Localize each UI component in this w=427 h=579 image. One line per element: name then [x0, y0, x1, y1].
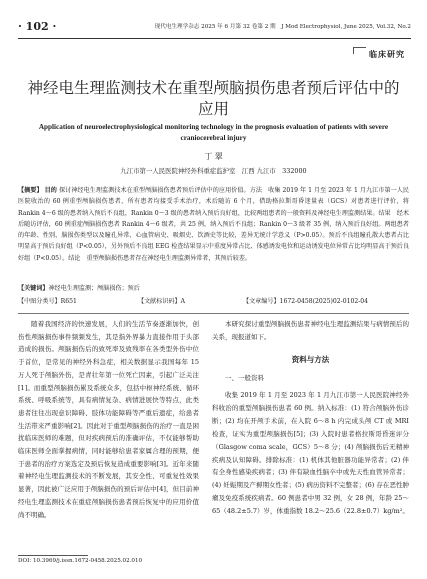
author-affiliation: 九江市第一人民医院神经外科重症监护室 江西 九江市 332000	[120, 167, 307, 175]
keywords	[18, 283, 409, 294]
abstract-text: 探讨神经电生理监测技术在重型颅脑损伤患者预后评估中的应用价值。方法 收集 2019 年 1 月至 2023 年 1 月九江市第一人民医院收治的 60 例重型颅脑损伤患者，所有患者均接受手术治疗，术后随访 6 个月，借助格拉斯哥昏迷量表（GCS）对患者进行评价，将 Rankin 4～6 级的患者纳入预后不良组，Rankin 0～3 级的患者纳入预后良好组，比较两组患者的一般资料及神经电生理监测结果。结果 经术后随访评估，60 例重症颅脑损伤患者 Rankin 4～6 级者，共 25 例，纳入预后不良组；Rankin 0～3 级者 35 例，纳入预后良好组。两组患者的年龄、性别、脑损伤类型以及瞳孔异常、心血管病史、吸烟史、饮酒史等比较，差异无统计学意义（P>0.05）。预后不良组瞳孔散大患者占比明显高于预后良好组（P<0.05），另外预后不良组 EEG 检查结果显示中重度异常占比、体感诱发电位和运动诱发电位异常占比均明显高于预后良好组（P<0.05）。结论 重型颅脑损伤患者存在神经电生理监测异常者，其预后较差。	[18, 187, 410, 262]
body-column-right: 收集 2019 年 1 月至 2023 年 1 月九江市第一人民医院神经外科收治的重型颅脑损伤患者 60 例。纳入标准：(1) 符合颅脑外伤诊断；(2) 均在开颅手术前，在入院 6～8 h 内完成头颅 CT 或 MRI 检查，证实为重型颅脑损伤[5]；(3) 入院时患者格拉斯哥昏迷评分（Glasgow coma scale，GCS）5～8 分；(4) 颅脑损伤后无精神疾病及认知障碍。排除标准：(1) 机体其他脏器功能异常者；(2) 伴有全身性感染疾病者；(3) 伴有缺血性脑卒中或先天性血管异常者；(4) 妊娠期及产褥期女性者；(5) 病历资料不完整者；(6) 存在恶性肿瘤及免疫系统疾病者。60 例患者中男 32 例，女 28 例，年龄 25～65（48.2±5.7）岁，体重指数 18.2～25.6（22.8±0.7）kg/m²。	[212, 391, 409, 516]
article-title-cn: 神经电生理监测技术在重型颅脑损伤患者预后评估中的应用	[27, 79, 400, 118]
abstract-objective-label: 目的	[44, 187, 57, 194]
doi-footer: DOI: 10.3969/j.issn.1672-0458.2025.02.010	[18, 558, 143, 564]
column-label: 临床研究	[369, 49, 405, 59]
clc-number: 【中图分类号】R651	[18, 298, 77, 305]
section-heading: 资料与方法	[291, 355, 330, 364]
footnote-rule	[18, 555, 88, 556]
body-column-right-intro: 本研究探讨重型颅脑损伤患者神经电生理监测结果与病情预后的关系，现报道如下。	[212, 320, 409, 341]
keywords-text: 神经电生理监测；颅脑损伤；预后	[48, 285, 140, 292]
keywords-label: 【关键词】	[18, 285, 49, 292]
document-code: 【文献标识码】A	[138, 298, 186, 305]
subsection-heading: 一、一般资料	[225, 374, 264, 382]
article-title-en: Application of neuroelectrophysiological monitoring technology in the prognosis evaluation of patients with severe craniocerebral injury	[38, 123, 389, 142]
divider	[18, 313, 409, 314]
running-header	[18, 18, 411, 39]
author-name: 丁 翠	[204, 152, 223, 161]
classification-line	[18, 296, 409, 308]
abstract-label: 【摘要】	[18, 187, 43, 194]
body-column-left	[18, 318, 199, 521]
body-paragraph: 随着我国经济的快速发展，人们的生活节奏逐渐加快，创伤性颅脑损伤事件频频发生，其是指外界暴力直接作用于头部造成的损伤。颅脑损伤后的致死率及致残率在各类型外伤中位于首位，是常见的神经外科急症，相关数据显示我国每年 15 万人死于颅脑外伤，是青壮年第一位死亡因素，引起广泛关注[1]。而重型颅脑损伤累及系统众多，包括中枢神经系统、循环系统、呼吸系统等，具有病情复杂、病情进展快等特点，此类患者往往出现意识障碍、肢体功能障碍等严重后遗症，给患者生活带来严重影响[2]。因此对于重型颅脑损伤的治疗一直是困扰临床医师的难题，但对疾病预后的准确评估，不仅能够帮助临床医师全面掌握病情，同时能够给患者家属合理的预期，便于患者的治疗方案选定及预后恢复造成重要影响[3]。近年来随着神经电生理监测技术的不断发展，其安全性、可重复性效果显著，因此被广泛应用于颅脑损伤的预后评估中[4]，但目前神经电生理监测技术在重症颅脑损伤患者预后恢复中的应用价值尚不明确。	[18, 320, 199, 519]
article-number: 【文章编号】1672-0458(2025)02-0102-04	[243, 298, 369, 305]
journal-citation: 现代电生理学杂志 2025 年 6 月第 32 卷第 2 期 J Mod Electrophysiol, June 2025, Vol.32, No.2	[154, 24, 411, 30]
page-number: · 102 ·	[18, 20, 57, 33]
abstract	[18, 185, 409, 264]
